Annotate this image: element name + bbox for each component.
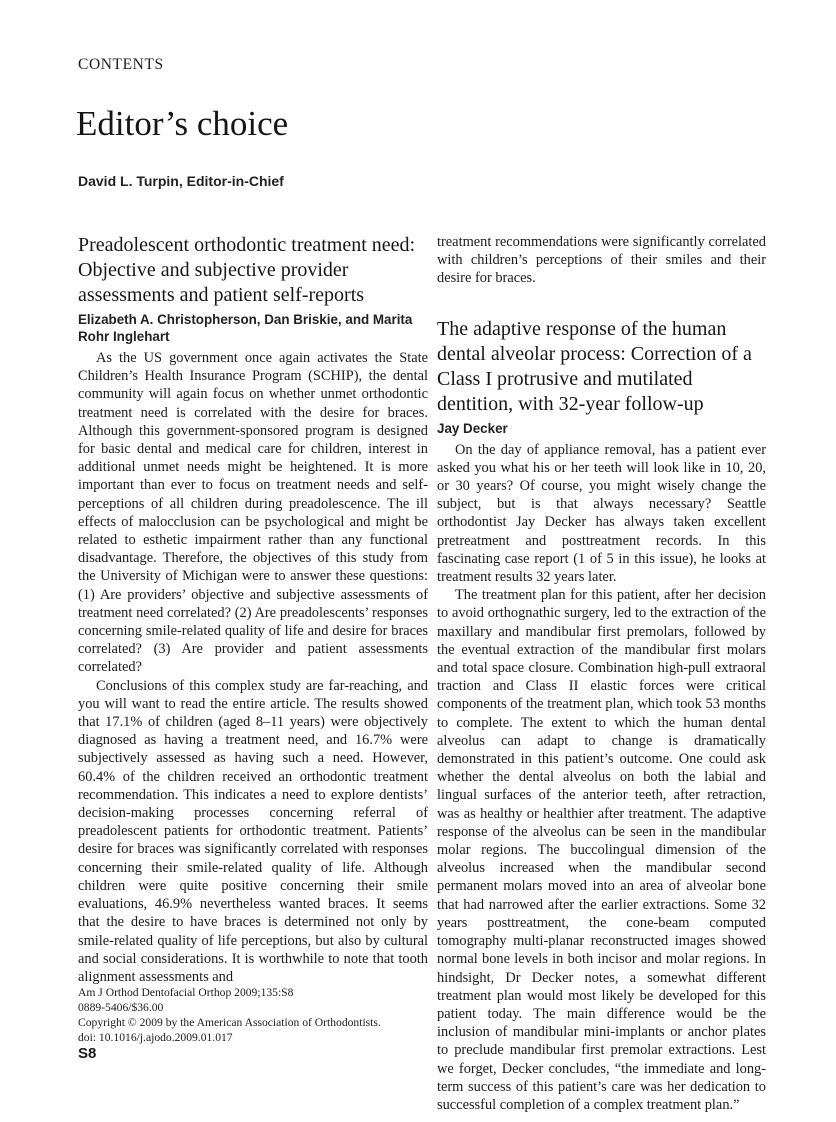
- left-column: [78, 233, 428, 986]
- article-1-title: Preadolescent orthodontic treatment need: Objective and subjective provider assessments and patient self-reports: [78, 234, 416, 306]
- citation-issn-line: 0889-5406/$36.00: [78, 1001, 164, 1014]
- article-2-paragraph-2: The treatment plan for this patient, after her decision to avoid orthognathic surgery, led to the extraction of the maxillary and mandibular first premolars, followed by the eventual extraction of the mandibular first molars and total space closure. Combination high-pull extraoral traction and Class II elastic forces were critical components of the treatment plan, which took 53 months to complete. The extent to which the human dental alveolus can adapt to change is dramatically demonstrated in this patient’s outcome. One could ask whether the dental alveolus on both the labial and lingual surfaces of the anterior teeth, after retraction, was as healthy or healthier after treatment. The adaptive response of the alveolus can be seen in the mandibular molar regions. The buccolingual dimension of the alveolus increased when the mandibular second permanent molars moved into an area of alveolar bone that had narrowed after the earlier extractions. Some 32 years posttreatment, the cone-beam computed tomography multi-planar reconstructed images showed normal bone levels in both incisor and molar regions. In hindsight, Dr Decker notes, a somewhat different treatment plan would most likely be developed for this patient today. The main difference would be the inclusion of mandibular mini-implants or anchor plates to preclude mandibular first premolar extractions. Lest we forget, Decker concludes, “the immediate and long-term success of this patient’s care was her dedication to successful completion of a complex treatment plan.”: [437, 587, 766, 1113]
- citation-doi-line: doi: 10.1016/j.ajodo.2009.01.017: [78, 1031, 233, 1044]
- contents-label: CONTENTS: [78, 56, 164, 73]
- article-1-paragraph-1: As the US government once again activates the State Children’s Health Insurance Program (SCHIP), the dental community will again focus on whether unmet orthodontic treatment need is correlated with the desire for braces. Although this government-sponsored program is designed for basic dental and medical care for children, interest in additional unmet needs might be heightened. It is more important than ever to focus on treatment needs and self-perceptions of all children during preadolescence. The ill effects of malocclusion can be psychological and might be related to esthetic impairment rather than any functional disadvantage. Therefore, the objectives of this study from the University of Michigan were to answer these questions: (1) Are providers’ objective and subjective assessments of treatment need correlated? (2) Are preadolescents’ responses concerning smile-related quality of life and desire for braces correlated? (3) Are provider and patient assessments correlated?: [78, 350, 428, 676]
- article-1-authors: Elizabeth A. Christopherson, Dan Briskie, and Marita Rohr Inglehart: [78, 312, 413, 344]
- right-column: [437, 233, 766, 1114]
- article-2-author: Jay Decker: [437, 420, 508, 436]
- article-2-title: The adaptive response of the human dental alveolar process: Correction of a Class I protrusive and mutilated dentition, with 32-year follow-up: [437, 317, 752, 415]
- citation-journal-line: Am J Orthod Dentofacial Orthop 2009;135:S8: [78, 986, 294, 999]
- editor-byline: David L. Turpin, Editor-in-Chief: [78, 173, 284, 189]
- article-2-paragraph-1: On the day of appliance removal, has a patient ever asked you what his or her teeth will look like in 10, 20, or 30 years? Of course, you might wisely change the subject, but is that always necessary? Seattle orthodontist Jay Decker has always taken excellent pretreatment and posttreatment records. In this fascinating case report (1 of 5 in this issue), he looks at treatment results 32 years later.: [437, 441, 766, 586]
- journal-citation-block: [78, 985, 448, 1045]
- page-number: S8: [78, 1045, 97, 1062]
- citation-copyright-line: Copyright © 2009 by the American Association of Orthodontists.: [78, 1016, 381, 1029]
- article-1-paragraph-2: Conclusions of this complex study are far-reaching, and you will want to read the entire article. The results showed that 17.1% of children (aged 8–11 years) were objectively diagnosed as having a treatment need, and 16.7% were subjectively assessed as having such a need. However, 60.4% of the children received an orthodontic treatment recommendation. This indicates a need to explore dentists’ decision-making processes concerning referral of preadolescent patients for orthodontic treatment. Patients’ desire for braces was significantly correlated with responses concerning their smile-related quality of life. Although children were quite positive concerning their smile evaluations, 46.9% nevertheless wanted braces. It seems that the desire to have braces is determined not only by smile-related quality of life perceptions, but also by cultural and social considerations. It is worthwhile to note that tooth alignment assessments and: [78, 677, 428, 985]
- page-title: Editor’s choice: [76, 104, 289, 143]
- article-1-continuation-paragraph: treatment recommendations were significantly correlated with children’s perceptions of their smiles and their desire for braces.: [437, 234, 766, 287]
